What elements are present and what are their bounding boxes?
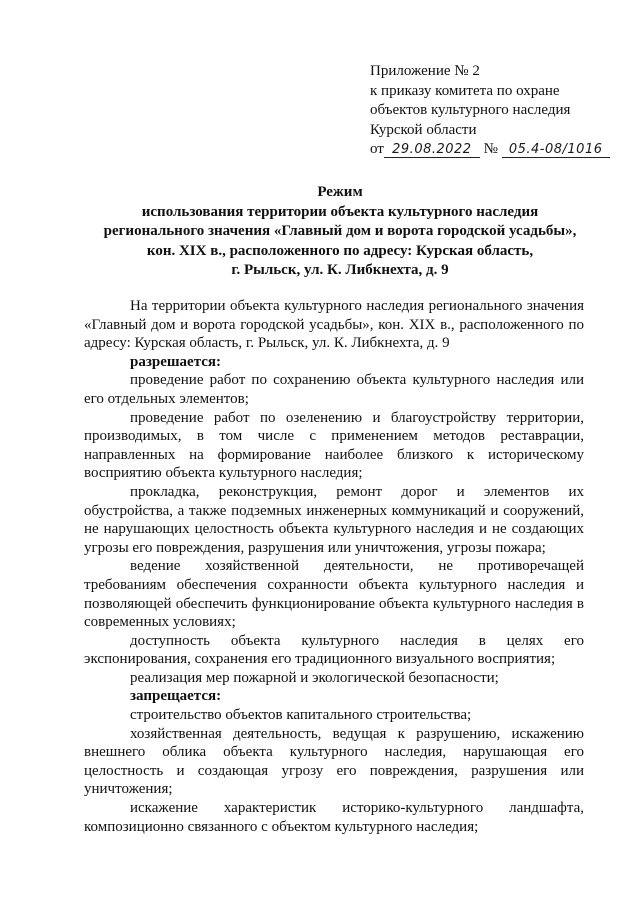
forbidden-item: искажение характеристик историко-культурного ландшафта, композиционно связанного с объектом культурного наследия; (84, 800, 584, 835)
allowed-item: прокладка, реконструкция, ремонт дорог и элементов их обустройства, а также подземных инженерных коммуникаций и сооружений, не нарушающих целостность объекта культурного наследия и не создающих угрозы его повреждения, разрушения или уничтожения, угрозы пожара; (84, 483, 584, 556)
appendix-line-4: Курской области (370, 121, 477, 138)
title-line-5: г. Рыльск, ул. К. Либкнехта, д. 9 (231, 262, 449, 278)
allowed-item: ведение хозяйственной деятельности, не противоречащей требованиям обеспечения сохранности объекта культурного наследия и позволяющей обеспечить функционирование объекта культурного наследия в современных условиях; (84, 558, 584, 631)
title-line-1: Режим (317, 184, 363, 200)
number-prefix: № (483, 141, 498, 157)
intro-paragraph: На территории объекта культурного наследия регионального значения «Главный дом и ворота городской усадьбы», кон. XIX в., расположенного по адресу: Курская область, г. Рыльск, ул. К. Либкнехта, д. 9 (84, 298, 584, 352)
appendix-line-2: к приказу комитета по охране (370, 82, 560, 99)
forbidden-item: строительство объектов капитального строительства; (130, 707, 472, 724)
appendix-line-3: объектов культурного наследия (370, 102, 571, 118)
handwritten-order-number: 05.4-08/1016 (502, 142, 610, 158)
title-line-4: кон. XIX в., расположенного по адресу: Курская область, (146, 242, 534, 259)
document-title (60, 183, 620, 281)
handwritten-date: 29.08.2022 (384, 142, 480, 158)
forbidden-item: хозяйственная деятельность, ведущая к разрушению, искажению внешнего облика объекта культурного наследия, нарушающая его целостность и создающая угрозу его повреждения, разрушения или уничтожения; (84, 725, 584, 798)
appendix-line-1: Приложение № 2 (370, 63, 480, 79)
date-prefix: от (370, 141, 384, 157)
title-line-2: использования территории объекта культурного наследия (141, 203, 539, 220)
allowed-item: проведение работ по озеленению и благоустройству территории, производимых, в том числе с применением методов реставрации, направленных на формирование наиболее близкого к историческому восприятию объекта культурного наследия; (84, 409, 584, 482)
appendix-header (370, 62, 620, 160)
allowed-heading: разрешается: (130, 353, 222, 370)
allowed-item: проведение работ по сохранению объекта культурного наследия или его отдельных элементов; (84, 372, 584, 407)
allowed-item: доступность объекта культурного наследия в целях его экспонирования, сохранения его традиционного визуального восприятия; (84, 632, 584, 668)
title-line-3: регионального значения «Главный дом и ворота городской усадьбы», (103, 223, 577, 239)
order-date-number-line (370, 140, 620, 160)
forbidden-heading: запрещается: (130, 688, 222, 705)
allowed-item: реализация мер пожарной и экологической безопасности; (130, 669, 499, 686)
document-body (84, 297, 584, 836)
